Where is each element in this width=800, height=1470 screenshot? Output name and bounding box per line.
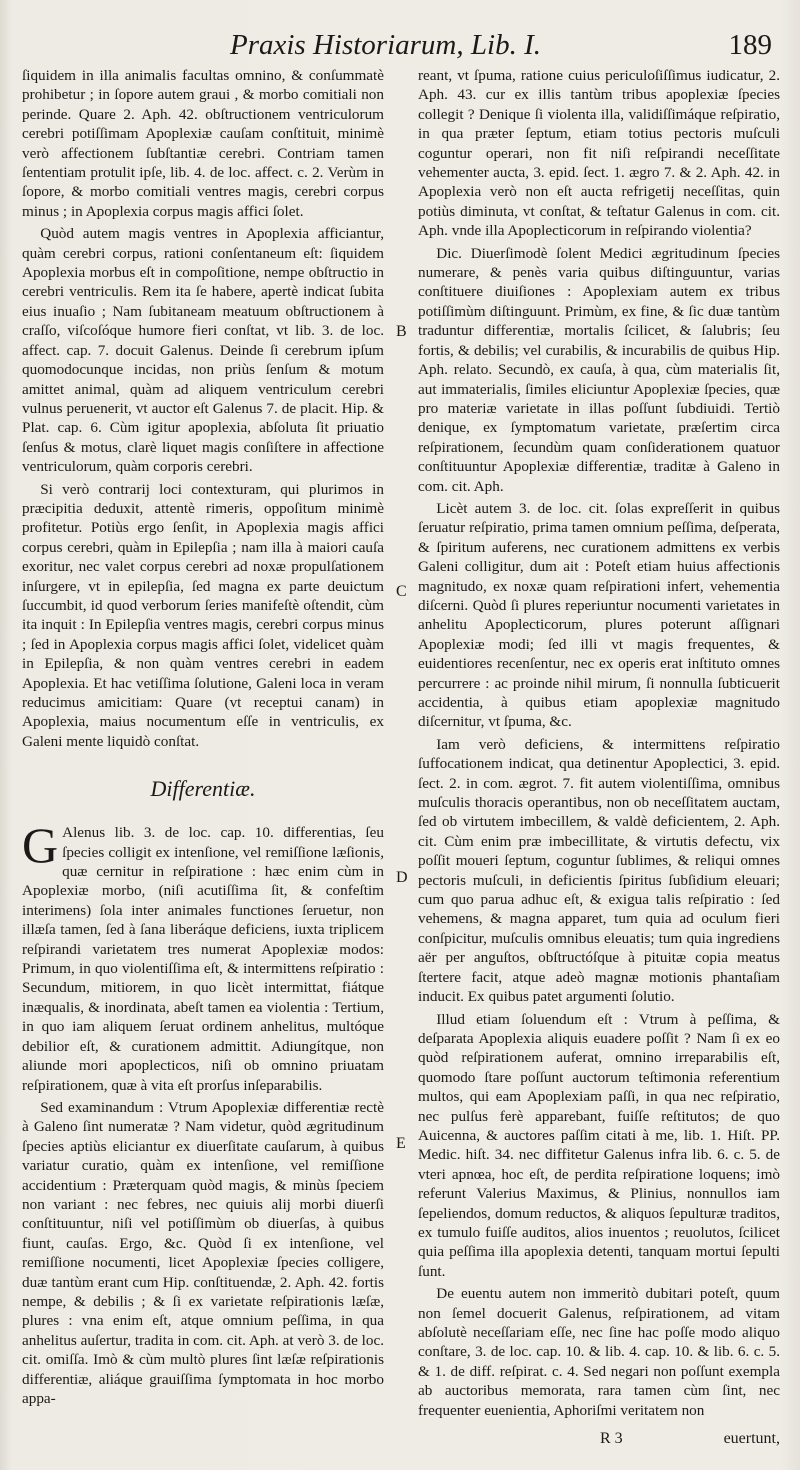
paragraph: Licèt autem 3. de loc. cit. ſolas expreſſerit in quibus ſeruatur reſpiratio, prima tamen omnium peſſima, deſperata, & ſpiritum auferens, nec curationem admittens ex verbis Galeni colligitur, dum ait : Poteſt etiam huius affectionis magnitudo, ex noxæ quam reſpirationi infert, vehementia diſcerni. Quòd ſi plures reperiuntur nocumenti varietates in anhelitu Apoplecticorum, plures poterunt aſſignari Apoplexiæ modi; ſed illi vt magis frequentes, & euidentiores recenſentur, nec ex operis erat inſtituto omnes percurrere : ac proinde nihil mirum, ſi nonnulla ſubticuerit accidentia, à quibus etiam apoplexiæ magnitudo diſcernitur, vt ſpuma, &c.: [418, 499, 780, 731]
paragraph: Si verò contrarij loci contexturam, qui plurimos in præcipitia deduxit, attentè rimeris, oppoſitum minimè profitetur. Potiùs ergo ſenſit, in Apoplexia magis affici corpus cerebri, quàm in Epilepſia ; nam illa à maiori cauſa exoritur, nec valet corpus cerebri ad noxæ propulſationem inſurgere, vt in epilepſia, ſed magna ex parte deuictum ſuccumbit, id quod verborum ſeries manifeſtè oſtendit, cùm ita inquit : In Epilepſia ventres magis, cerebri corpus minus ; ſed in Apoplexia corpus magis affici ſolet, videlicet quàm in Epilepſia, & non quàm ventres cerebri in eadem Apoplexia. Et hac vetiſſima ſolutione, Galeni loca in veram reducimus amicitiam: Quare (vt receptui canam) in Apoplexia, maius nocumentum eſſe in ventriculis, ex Galeni mente liquidò conſtat.: [22, 480, 384, 750]
margin-letter: E: [396, 1135, 406, 1152]
running-title: Praxis Historiarum, Lib. I.: [230, 29, 541, 61]
catchword: euertunt,: [723, 1430, 780, 1447]
paragraph: Dic. Diuerſimodè ſolent Medici ægritudinum ſpecies numerare, & penès varia quibus diſtinguuntur, varias conſtituere diuiſiones : Apoplexiam autem ex tribus potiſſimùm diſtinguunt. Primùm, ex fine, & ſic duæ tantùm traduntur differentiæ, mortalis ſcilicet, & ſalubris; ſeu fortis, & debilis; vel curabilis, & incurabilis de quibus Hip. Aph. relato. Secundò, ex cauſa, à qua, cùm materialis ſit, aut immaterialis, ſimiles eliciuntur Apoplexiæ ſpecies, quæ pro materiæ varietate in illas poſſunt ſubdiuidi. Tertiò denique, ex ſymptomatum varietate, præſertim circa reſpirationem, ſecundùm quam conſiderationem quatuor conſtituuntur Apoplexiæ differentiæ, traditæ à Galeno in com. cit. Aph.: [418, 244, 780, 495]
right-column: [418, 66, 780, 1423]
margin-letter: D: [396, 869, 408, 886]
paragraph: Iam verò deficiens, & intermittens reſpiratio ſuffocationem indicat, qua detinentur Apoplectici, 3. epid. ſect. 2. in com. ægrot. 7. fit autem violentiſſima, omnibus muſculis thoracis operantibus, non ob neceſſitatem auctam, ſed ob virtutem imbecillem, & valdè deficientem, 2. Aph. cit. Cùm enim præ imbecillitate, & virtutis defectu, vix poſſit moueri ſeptum, coguntur ſublimes, & reliqui omnes pectoris muſculi, in deficientis ſpiritus ſubſidium eleuari; cum quo parua adhuc eſt, & exigua talis reſpiratio : ſed vehemens, & magna apparet, tum quia ad oculum fieri conſpicitur, muſculis omnibus eleuatis; tum quia ingrediens aër per anguſtos, obſtructóſque à pituitæ copia meatus ſtertere facit, atque adeò magnæ motionis phantaſiam inducit. Ex quibus patet argumenti ſolutio.: [418, 735, 780, 1006]
paragraph: De euentu autem non immeritò dubitari poteſt, quum non ſemel docuerit Galenus, reſpirationem, ad vitam abſolutè neceſſariam eſſe, nec ſine hac poſſe modo aliquo conſtare, 3. de loc. cap. 10. & lib. 4. cap. 10. & lib. 6. c. 5. & 1. de diff. reſpirat. c. 4. Sed negari non poſſunt exempla ab auctoribus memorata, rara tamen cùm ſint, nec frequenter euenientia, Aphoriſmi veritatem non: [418, 1285, 780, 1419]
paragraph: [22, 817, 384, 1095]
paragraph: Quòd autem magis ventres in Apoplexia afficiantur, quàm cerebri corpus, rationi conſentaneum eſt: ſiquidem Apoplexia morbus eſt in compoſitione, nempe obſtructio in cerebri ventriculis. Rem ita ſe habere, apertè indicat ſubita eius inuaſio ; Nam ſubitaneam meatuum obſtructionem à craſſo, viſcoſóque humore fieri conſtat, vt lib. 3. de loc. affect. cap. 7. docuit Galenus. Deinde ſi cerebrum ipſum quomodocunque incidas, non priùs ſenſum & motum amittet animal, quàm ad aliquem ventriculum cerebri vulnus peruenerit, vt auctor eſt Galenus 7. de placit. Hip. & Plat. cap. 6. Cùm igitur apoplexia, abſoluta ſit priuatio ſenſus & motus, clarè liquet magis conſiſtere in affectione ventriculorum, quàm corporis cerebri.: [22, 225, 384, 476]
paragraph: Illud etiam ſoluendum eſt : Vtrum à peſſima, & deſparata Apoplexia aliquis euadere poſſit ? Nam ſi ex eo quòd reſpirationem auferat, omnino irreparabilis eſt, quomodo ſtare poſſunt auctorum teſtimonia referentium multos, qui eam Apoplexiam paſſi, in qua nec reſpiratio, nec pulſus ferè apparebant, fuiſſe reſtitutos; de quo Auicenna, & auctores paſſim citati à me, lib. 1. Hiſt. PP. Medic. hiſt. 34. nec diffitetur Galenus infra lib. 6. c. 5. de vteri apnœa, hoc eſt, de perdita reſpiratione loquens; imò referunt Valerius Maximus, & Plinius, nonnullos iam ſepeliendos, domum reductos, & aliquos ſepulturæ traditos, ex tumulo fuiſſe auditos, alios inuentos ; reuolutos, ſcilicet quia peſſima illa apoplexia detenti, tanquam mortui ſepulti ſunt.: [418, 1010, 780, 1280]
section-heading: Differentiæ.: [150, 776, 256, 802]
margin-letter: B: [396, 323, 407, 340]
page-number: 189: [728, 29, 772, 61]
paragraph: Sed examinandum : Vtrum Apoplexiæ differentiæ rectè à Galeno ſint numeratæ ? Nam videtur, quòd ægritudinum ſpecies aptiùs eliciantur ex diuerſitate cauſarum, à quibus variatur curatio, quàm ex intenſione, vel remiſſione accidentium : Præterquam quòd magis, & minùs ſpeciem non variant : nec febres, nec quiuis alij morbi diuerſi conſtituuntur, niſi vel potiſſimùm ob diuerſas, à quibus fiunt, cauſas. Ergo, &c. Quòd ſi ex intenſione, vel remiſſione nocumenti, licet Apoplexiæ ſpecies colligere, duæ tantùm erant cum Hip. conſtituendæ, 2. Aph. 42. fortis nempe, & debilis ; & ſi ex varietate reſpirationis læſæ, plures : vna enim eſt, atque omnium peſſima, in qua anhelitus auſertur, tradita in com. cit. Aph. at verò 3. de loc. cit. omiſſa. Imò & cùm multò plures ſint læſæ reſpirationis differentiæ, aliáque grauiſſima ſymptomata in hoc morbo appa-: [22, 1098, 384, 1407]
left-column: [22, 66, 384, 1411]
running-header: [230, 28, 780, 62]
margin-letter: C: [396, 583, 407, 600]
signature-mark: R 3: [600, 1430, 623, 1447]
drop-capital: G: [22, 817, 59, 874]
paragraph: ſiquidem in illa animalis facultas omnino, & conſummatè prohibetur ; in ſopore autem graui , & morbo comitiali non perinde. Quare 2. Aph. 42. obſtructionem ventriculorum cerebri potiſſimam Apoplexiæ cauſam conſtituit, minimè verò affectionem ſubſtantiæ cerebri. Contriam tamen ſententiam protulit ipſe, lib. 4. de loc. affect. c. 2. Verùm in ſopore, & morbo comitiali ventres magis, cerebri corpus minus ; in Apoplexia corpus magis affici ſolet.: [22, 67, 384, 220]
paragraph: reant, vt ſpuma, ratione cuius periculoſiſſimus iudicatur, 2. Aph. 43. cur ex illis tantùm tribus apoplexiæ ſpecies collegit ? Denique ſi violenta illa, validiſſimáque reſpiratio, in qua præter ſeptum, etiam totius pectoris muſculi coguntur operari, non fit niſi reſpirandi neceſſitate vehementer aucta, 3. epid. ſect. 1. ægro 7. & 2. Aph. 42. in Apoplexia verò non eſt aucta refrigetij neceſſitas, quin potiùs diminuta, vt conſtat, & teſtatur Galenus in com. cit. Aph. vnde illa Apoplecticorum in reſpirando violentia?: [418, 67, 780, 240]
paragraph-text: Alenus lib. 3. de loc. cap. 10. differentias, ſeu ſpecies colligit ex intenſione, vel remiſſione læſionis, quæ cernitur in reſpiratione : hæc enim cùm in Apoplexiæ morbo, (niſi acutiſſima ſit, & confeſtim interimens) ſola inter animales functiones ſeruetur, non illæſa tamen, ſed à ſana liberáque deficiens, iuxta triplicem reſpirandi varietatem tres numerat Apoplexiæ modos: Primum, in quo violentiſſima eſt, & intermittens reſpiratio : Secundum, mitiorem, in quo licèt intermittat, fiátque inæqualis, & inordinata, abeſt tamen ea violentia : Tertium, in quo iam aliquem ſeruat ordinem anhelitus, multóque debilior eſt, & curationem admittit. Adiungítque, non aliunde mori apoplecticos, niſi ob omnino priuatam reſpirationem, quæ à vita eſt prorſus inſeparabilis.: [22, 824, 384, 1094]
page-footer: [600, 1430, 780, 1452]
